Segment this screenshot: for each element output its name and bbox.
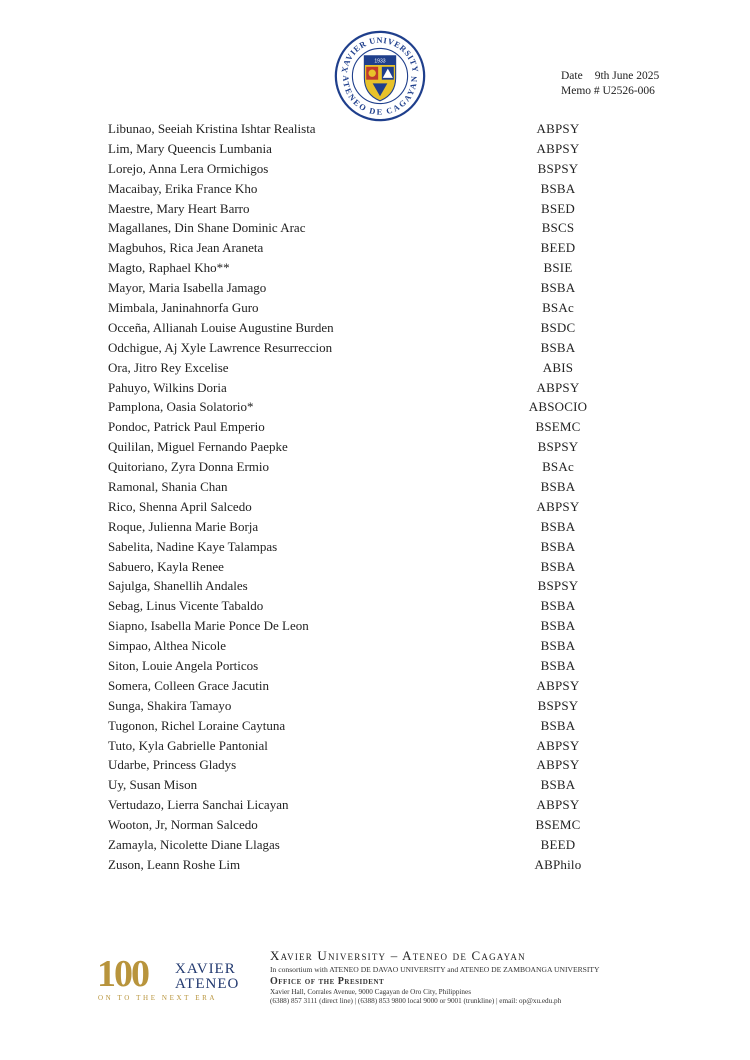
student-name: Pahuyo, Wilkins Doria bbox=[108, 379, 227, 395]
roster-row bbox=[108, 736, 648, 756]
roster-row bbox=[108, 497, 648, 517]
student-name: Occeña, Allianah Louise Augustine Burden bbox=[108, 319, 334, 335]
office-contacts: (6388) 857 3111 (direct line) | (6388) 853 9800 local 9000 or 9001 (trunkline) | email: op@xu.edu.ph bbox=[270, 997, 562, 1005]
roster-row bbox=[108, 437, 648, 457]
student-name: Uy, Susan Mison bbox=[108, 777, 198, 793]
roster-row bbox=[108, 855, 648, 875]
student-name: Rico, Shenna April Salcedo bbox=[108, 498, 252, 514]
program-code: BSBA bbox=[540, 618, 576, 634]
program-code: ABPSY bbox=[536, 379, 580, 395]
program-code: BSBA bbox=[540, 518, 576, 534]
program-code: BSAc bbox=[542, 459, 574, 475]
program-code: ABPSY bbox=[536, 498, 580, 514]
roster-row bbox=[108, 537, 648, 557]
roster-row bbox=[108, 179, 648, 199]
centennial-logo bbox=[97, 953, 257, 1003]
student-name: Somera, Colleen Grace Jacutin bbox=[108, 677, 269, 693]
roster-row bbox=[108, 159, 648, 179]
program-code: ABPSY bbox=[536, 140, 580, 156]
student-name: Udarbe, Princess Gladys bbox=[108, 757, 237, 773]
seal-text-bottom: ATENEO DE CAGAYAN bbox=[341, 75, 419, 117]
roster-row bbox=[108, 696, 648, 716]
student-name: Macaibay, Erika France Kho bbox=[108, 180, 258, 196]
date-label: Date bbox=[561, 70, 583, 82]
logo-number: 100 bbox=[97, 953, 148, 995]
university-name: Xavier University – Ateneo de Cagayan bbox=[270, 948, 526, 963]
roster-row bbox=[108, 756, 648, 776]
student-name: Lim, Mary Queencis Lumbania bbox=[108, 140, 272, 156]
roster-row bbox=[108, 676, 648, 696]
student-name: Sabelita, Nadine Kaye Talampas bbox=[108, 538, 278, 554]
student-name: Ora, Jitro Rey Excelise bbox=[108, 359, 229, 375]
student-name: Quitoriano, Zyra Donna Ermio bbox=[108, 459, 270, 475]
student-name: Sajulga, Shanellih Andales bbox=[108, 578, 248, 594]
date-value: 9th June 2025 bbox=[594, 70, 660, 82]
roster-row bbox=[108, 238, 648, 258]
program-code: BSPSY bbox=[537, 578, 579, 594]
roster-row bbox=[108, 139, 648, 159]
student-roster bbox=[108, 119, 648, 875]
program-code: BSBA bbox=[540, 657, 576, 673]
student-name: Maestre, Mary Heart Barro bbox=[108, 200, 250, 216]
program-code: BSBA bbox=[540, 638, 576, 654]
program-code: BSBA bbox=[540, 478, 576, 494]
roster-row bbox=[108, 815, 648, 835]
student-name: Vertudazo, Lierra Sanchai Licayan bbox=[108, 797, 289, 813]
office-title: Office of the President bbox=[270, 976, 385, 987]
program-code: ABPSY bbox=[536, 797, 580, 813]
program-code: ABSOCIO bbox=[528, 399, 588, 415]
roster-row bbox=[108, 775, 648, 795]
roster-row bbox=[108, 517, 648, 537]
program-code: BSBA bbox=[540, 180, 576, 196]
student-name: Siapno, Isabella Marie Ponce De Leon bbox=[108, 618, 309, 634]
footer-block bbox=[270, 948, 690, 1005]
student-name: Sunga, Shakira Tamayo bbox=[108, 697, 232, 713]
program-code: BSPSY bbox=[537, 439, 579, 455]
program-code: BSCS bbox=[541, 220, 575, 236]
program-code: ABPSY bbox=[536, 677, 580, 693]
seal-text-top: XAVIER UNIVERSITY bbox=[339, 35, 421, 74]
logo-word-xavier: XAVIER bbox=[175, 961, 236, 977]
student-name: Magto, Raphael Kho** bbox=[108, 260, 230, 276]
program-code: ABIS bbox=[542, 359, 574, 375]
roster-row bbox=[108, 656, 648, 676]
roster-row bbox=[108, 417, 648, 437]
program-code: BSBA bbox=[540, 339, 576, 355]
roster-row bbox=[108, 616, 648, 636]
student-name: Simpao, Althea Nicole bbox=[108, 638, 227, 654]
student-name: Mimbala, Janinahnorfa Guro bbox=[108, 299, 259, 315]
program-code: BSEMC bbox=[535, 817, 581, 833]
student-name: Odchigue, Aj Xyle Lawrence Resurreccion bbox=[108, 339, 333, 355]
roster-row bbox=[108, 557, 648, 577]
student-name: Tuto, Kyla Gabrielle Pantonial bbox=[108, 737, 268, 753]
roster-row bbox=[108, 636, 648, 656]
roster-row bbox=[108, 298, 648, 318]
university-seal bbox=[334, 30, 426, 122]
roster-row bbox=[108, 218, 648, 238]
program-code: BSBA bbox=[540, 538, 576, 554]
program-code: BSPSY bbox=[537, 160, 579, 176]
memo-label: Memo # bbox=[561, 85, 600, 97]
program-code: BSBA bbox=[540, 717, 576, 733]
program-code: BSIE bbox=[543, 260, 573, 276]
student-name: Zamayla, Nicolette Diane Llagas bbox=[108, 837, 280, 852]
program-code: BSED bbox=[540, 200, 576, 216]
roster-row bbox=[108, 338, 648, 358]
roster-row bbox=[108, 835, 648, 855]
program-code: BSPSY bbox=[537, 697, 579, 713]
roster-row bbox=[108, 477, 648, 497]
student-name: Pamplona, Oasia Solatorio* bbox=[108, 399, 254, 415]
roster-row bbox=[108, 258, 648, 278]
roster-row bbox=[108, 457, 648, 477]
roster-row bbox=[108, 397, 648, 417]
program-code: BSBA bbox=[540, 777, 576, 793]
student-name: Sebag, Linus Vicente Tabaldo bbox=[108, 598, 264, 614]
program-code: BSEMC bbox=[535, 419, 581, 435]
memo-meta bbox=[561, 69, 659, 99]
student-name: Magbuhos, Rica Jean Araneta bbox=[108, 240, 264, 256]
student-name: Ramonal, Shania Chan bbox=[108, 478, 228, 494]
roster-row bbox=[108, 119, 648, 139]
student-name: Tugonon, Richel Loraine Caytuna bbox=[108, 717, 286, 733]
student-name: Roque, Julienna Marie Borja bbox=[108, 518, 259, 534]
program-code: ABPSY bbox=[536, 737, 580, 753]
roster-row bbox=[108, 318, 648, 338]
roster-row bbox=[108, 596, 648, 616]
program-code: ABPSY bbox=[536, 120, 580, 136]
student-name: Lorejo, Anna Lera Ormichigos bbox=[108, 160, 269, 176]
logo-word-ateneo: ATENEO bbox=[175, 976, 240, 992]
roster-row bbox=[108, 278, 648, 298]
roster-row bbox=[108, 576, 648, 596]
student-name: Sabuero, Kayla Renee bbox=[108, 558, 224, 574]
roster-row bbox=[108, 716, 648, 736]
memo-row bbox=[561, 84, 659, 99]
student-name: Mayor, Maria Isabella Jamago bbox=[108, 280, 267, 296]
program-code: ABPSY bbox=[536, 757, 580, 773]
student-name: Zuson, Leann Roshe Lim bbox=[108, 856, 241, 872]
student-name: Wooton, Jr, Norman Salcedo bbox=[108, 817, 258, 833]
program-code: BSDC bbox=[540, 319, 576, 335]
program-code: BSAc bbox=[542, 299, 574, 315]
office-address: Xavier Hall, Corrales Avenue, 9000 Cagayan de Oro City, Philippines bbox=[270, 988, 472, 996]
student-name: Quililan, Miguel Fernando Paepke bbox=[108, 439, 288, 455]
student-name: Siton, Louie Angela Porticos bbox=[108, 657, 259, 673]
logo-tagline: ON TO THE NEXT ERA bbox=[98, 994, 218, 1002]
student-name: Magallanes, Din Shane Dominic Arac bbox=[108, 220, 306, 236]
roster-row bbox=[108, 358, 648, 378]
program-code: BSBA bbox=[540, 598, 576, 614]
program-code: BEED bbox=[540, 240, 576, 256]
program-code: ABPhilo bbox=[534, 856, 582, 872]
date-row bbox=[561, 69, 659, 84]
consortium-note: In consortium with ATENEO DE DAVAO UNIVERSITY and ATENEO DE ZAMBOANGA UNIVERSITY bbox=[270, 965, 600, 974]
program-code: BSBA bbox=[540, 280, 576, 296]
program-code: BSBA bbox=[540, 558, 576, 574]
student-name: Pondoc, Patrick Paul Emperio bbox=[108, 419, 265, 435]
roster-row bbox=[108, 199, 648, 219]
memo-number: U2526-006 bbox=[602, 85, 655, 97]
roster-row bbox=[108, 795, 648, 815]
roster-row bbox=[108, 378, 648, 398]
student-name: Libunao, Seeiah Kristina Ishtar Realista bbox=[108, 120, 316, 136]
program-code: BEED bbox=[540, 837, 576, 852]
seal-year: 1933 bbox=[374, 58, 386, 65]
